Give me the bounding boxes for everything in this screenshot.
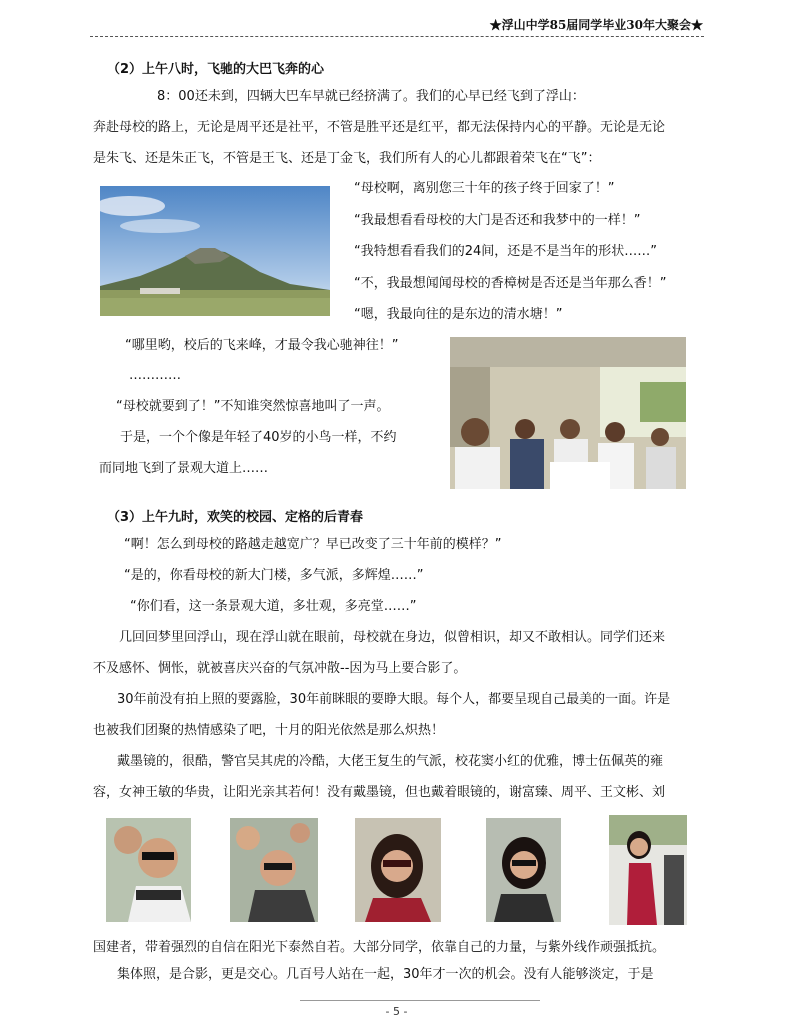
paragraph-line: 8：00还未到，四辆大巴车早就已经挤满了。我们的心早已经飞到了浮山： bbox=[157, 89, 585, 104]
paragraph-line: “你们看，这一条景观大道，多壮观，多亮堂……” bbox=[130, 599, 417, 614]
section3-heading: （3）上午九时，欢笑的校园、定格的后青春 bbox=[107, 510, 364, 525]
paragraph-line: 容，女神王敏的华贵，让阳光亲其若何！没有戴墨镜，但也戴着眼镜的，谢富臻、周平、王文彬、刘 bbox=[93, 785, 666, 800]
portrait-photo bbox=[609, 815, 687, 925]
paragraph-line: 奔赴母校的路上，无论是周平还是社平，不管是胜平还是红平，都无法保持内心的平静。无论是无论 bbox=[93, 120, 666, 135]
paragraph-line: 集体照，是合影，更是交心。几百号人站在一起，30年才一次的机会。没有人能够淡定，于是 bbox=[117, 967, 654, 982]
paragraph-line: 国建者，带着强烈的自信在阳光下泰然自若。大部分同学，依靠自己的力量，与紫外线作顽强抵抗。 bbox=[93, 940, 666, 955]
paragraph-line: “啊！怎么到母校的路越走越宽广？早已改变了三十年前的模样？” bbox=[124, 537, 502, 552]
paragraph-line: 是朱飞、还是朱正飞，不管是王飞、还是丁金飞，我们所有人的心儿都跟着荣飞在“飞”： bbox=[93, 151, 601, 166]
bus-interior-photo bbox=[450, 337, 686, 489]
portrait-photo bbox=[486, 818, 561, 922]
paragraph-line: 30年前没有拍上照的要露脸，30年前眯眼的要睁大眼。每个人，都要呈现自己最美的一面。许是 bbox=[117, 692, 671, 707]
quote-line: “嗯，我最向往的是东边的清水塘！” bbox=[354, 307, 563, 322]
portrait-photo bbox=[106, 818, 191, 922]
portrait-photo bbox=[355, 818, 441, 922]
section2-heading: （2）上午八时，飞驰的大巴飞奔的心 bbox=[107, 62, 325, 77]
header-rule bbox=[90, 36, 704, 37]
paragraph-line: “哪里哟，校后的飞来峰，才最令我心驰神往！” bbox=[125, 338, 399, 353]
paragraph-line: 戴墨镜的，很酷，警官吴其虎的冷酷，大佬王复生的气派，校花窦小红的优雅，博士伍佩英的雍 bbox=[117, 754, 664, 769]
header-title: ★浮山中学85届同学毕业30年大聚会★ bbox=[489, 18, 703, 32]
paragraph-line: 于是，一个个像是年轻了40岁的小鸟一样，不约 bbox=[120, 430, 397, 445]
quote-line: “我特想看看我们的24间，还是不是当年的形状……” bbox=[354, 244, 658, 259]
paragraph-line: “是的，你看母校的新大门楼，多气派，多辉煌……” bbox=[124, 568, 424, 583]
paragraph-line: 而同地飞到了景观大道上…… bbox=[99, 461, 269, 476]
mountain-photo bbox=[100, 186, 330, 316]
quote-line: “我最想看看母校的大门是否还和我梦中的一样！” bbox=[354, 213, 641, 228]
page-number: - 5 - bbox=[385, 1005, 408, 1018]
paragraph-line: 也被我们团聚的热情感染了吧，十月的阳光依然是那么炽热！ bbox=[93, 723, 445, 738]
quote-line: “不，我最想闻闻母校的香樟树是否还是当年那么香！” bbox=[354, 276, 667, 291]
paragraph-line: 几回回梦里回浮山，现在浮山就在眼前，母校就在身边，似曾相识，却又不敢相认。同学们还来 bbox=[119, 630, 666, 645]
paragraph-line: “母校就要到了！”不知谁突然惊喜地叫了一声。 bbox=[116, 399, 390, 414]
portrait-photo bbox=[230, 818, 318, 922]
footer-rule bbox=[300, 1000, 540, 1001]
paragraph-line: 不及感怀、惆怅，就被喜庆兴奋的气氛冲散--因为马上要合影了。 bbox=[93, 661, 467, 676]
quote-line: “母校啊，离别您三十年的孩子终于回家了！” bbox=[354, 181, 615, 196]
paragraph-line: ………… bbox=[129, 368, 181, 383]
